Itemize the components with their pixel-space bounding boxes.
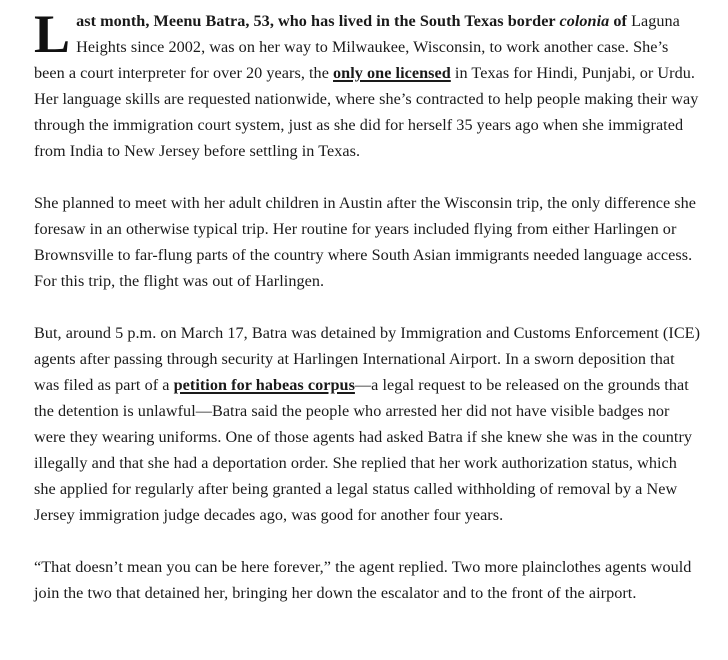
paragraph-4: “That doesn’t mean you can be here forever,” the agent replied. Two more plainclothes agents would join the two that detained her, bringing her down the escalator and to the front of the airport. — [34, 558, 692, 602]
drop-cap: L — [34, 4, 71, 64]
paragraph-3 — [34, 320, 702, 528]
article-body — [34, 4, 702, 632]
paragraph-1-text-b: in Texas for Hindi, Punjabi, or Urdu. Her language skills are requested nationwide, where she’s contracted to help people making their way through the immigration court system, just as she did for herself 35 years ago when she immigrated from India to New Jersey before settling in Texas. — [34, 64, 699, 160]
lead-text-b: of — [609, 12, 627, 30]
lead-in — [76, 12, 627, 30]
only-one-licensed-link[interactable]: only one licensed — [333, 64, 451, 82]
paragraph-3-text-b: —a legal request to be released on the grounds that the detention is unlawful—Batra said the people who arrested her did not have visible badges nor were they wearing uniforms. One of those agents had asked Batra if she knew she was in the country illegally and that she had a deportation order. She replied that her work authorization status, which she applied for regularly after being granted a legal status called withholding of removal by a New Jersey immigration judge decades ago, was good for another four years. — [34, 376, 693, 524]
lead-text-a: ast month, Meenu Batra, 53, who has lived in the South Texas border — [76, 12, 560, 30]
paragraph-1 — [34, 4, 702, 164]
paragraph-1-text-a: Laguna Heights since 2002, was on her way to Milwaukee, Wisconsin, to work another case. She’s been a court interpreter for over 20 years, the — [34, 12, 680, 82]
habeas-corpus-link[interactable]: petition for habeas corpus — [173, 376, 355, 394]
paragraph-3-text-a: But, around 5 p.m. on March 17, Batra was detained by Immigration and Customs Enforcement (ICE) agents after passing through security at Harlingen International Airport. In a sworn deposition that was filed as part of a — [34, 324, 701, 394]
paragraph-2: She planned to meet with her adult children in Austin after the Wisconsin trip, the only difference she foresaw in an otherwise typical trip. Her routine for years included flying from either Harlingen or Brownsville to far-flung parts of the country where South Asian immigrants needed language access. For this trip, the flight was out of Harlingen. — [34, 194, 697, 290]
lead-italic: colonia — [559, 12, 610, 30]
